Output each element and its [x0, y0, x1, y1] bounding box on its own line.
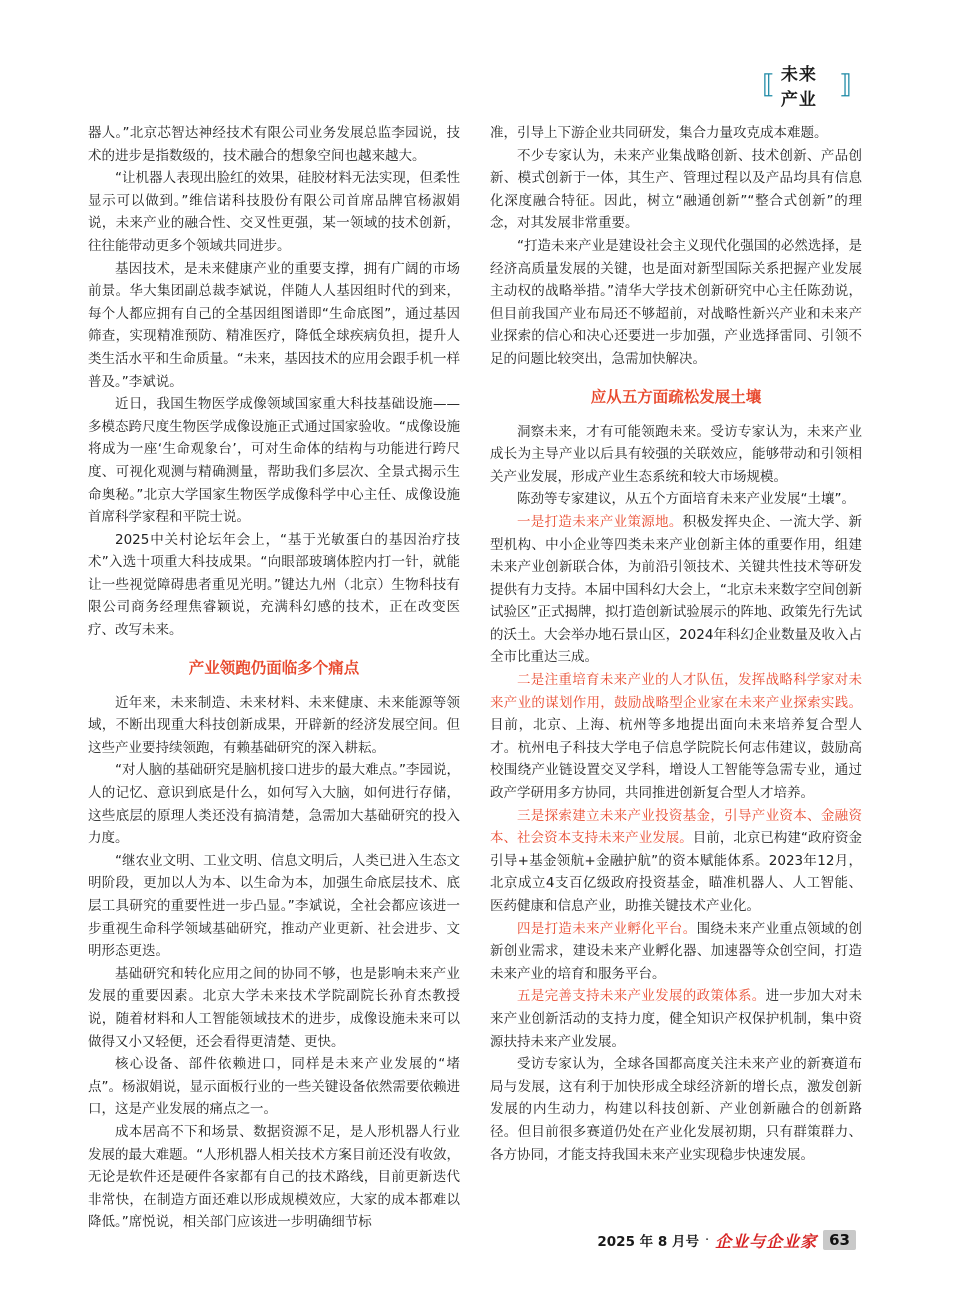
section-heading: 产业领跑仍面临多个痛点 [188, 658, 360, 677]
page-footer [597, 1228, 856, 1252]
paragraph: 基因技术，是未来健康产业的重要支撑，拥有广阔的市场前景。华大集团副总裁李斌说，伴随人人基因组时代的到来，每个人都应拥有自己的全基因组图谱即“生命底图”，通过基因筛查，实现精准预防、精准医疗，降低全球疾病负担，提升人类生活水平和生命质量。“未来，基因技术的应用会跟手机一样普及。”李斌说。 [88, 260, 460, 390]
highlight-text: 四是打造未来产业孵化平台。 [517, 920, 697, 937]
paragraph: 不少专家认为，未来产业集战略创新、技术创新、产品创新、模式创新于一体，其生产、管理过程以及产品均具有信息化深度融合特征。因此，树立“融通创新”“整合式创新”的理念，对其发展非常重要。 [490, 147, 862, 232]
highlight-text: 五是完善支持未来产业发展的政策体系。 [517, 988, 766, 1005]
magazine-logo: 企业与企业家 [715, 1231, 818, 1251]
paragraph: 基础研究和转化应用之间的协同不够，也是影响未来产业发展的重要因素。北京大学未来技术学院副院长孙育杰教授说，随着材料和人工智能领域技术的进步，成像设施未来可以做得又小又轻便，还会看得更清楚、更快。 [88, 965, 460, 1050]
paragraph: 洞察未来，才有可能领跑未来。受访专家认为，未来产业成长为主导产业以后具有较强的关联效应，能够带动和引领相关产业发展，形成产业生态系统和较大市场规模。 [490, 423, 862, 485]
paragraph [490, 918, 862, 986]
paragraph: 陈劲等专家建议，从五个方面培育未来产业发展“土壤”。 [517, 491, 855, 508]
paragraph: “继农业文明、工业文明、信息文明后，人类已进入生态文明阶段，更加以人为本、以生命为本，加强生命底层技术、底层工具研究的重要性进一步凸显。”李斌说，全社会都应该进一步重视生命科学领域基础研究，推动产业更新、社会进步、文明形态更迭。 [88, 852, 460, 960]
section-heading: 应从五方面疏松发展土壤 [590, 387, 762, 406]
page-number: 63 [823, 1230, 856, 1250]
body-text: 围绕未来产业重点领域的创新创业需求，建设未来产业孵化器、加速器等众创空间，打造未来产业的培育和服务平台。 [490, 920, 862, 982]
paragraph: 2025中关村论坛年会上，“基于光敏蛋白的基因治疗技术”入选十项重大科技成果。“向眼部玻璃体腔内打一针，就能让一些视觉障碍患者重见光明。”键达九州（北京）生物科技有限公司商务经理焦睿颖说，充满科幻感的技术，正在改变医疗、改写未来。 [88, 531, 460, 639]
paragraph [490, 669, 862, 805]
left-bracket-icon: ⟦ [762, 70, 775, 100]
section-tag [762, 65, 852, 110]
paragraph: 准，引导上下游企业共同研发，集合力量攻克成本难题。 [490, 125, 828, 141]
issue-label: 2025 年 8 月号 [597, 1234, 699, 1250]
body-text: 积极发挥央企、一流大学、新型机构、中小企业等四类未来产业创新主体的重要作用，组建未来产业创新联合体，为前沿引领技术、关键共性技术等研发提供有力支持。本届中国科幻大会上，“北京未来数字空间创新试验区”正式揭牌，拟打造创新试验展示的阵地、政策先行先试的沃土。大会举办地石景山区，2024年科幻企业数量及收入占全市比重达三成。 [490, 513, 862, 666]
highlight-text: 一是打造未来产业策源地。 [517, 513, 683, 530]
body-text: 目前，北京、上海、杭州等多地提出面向未来培养复合型人才。杭州电子科技大学电子信息学院院长何志伟建议，鼓励高校围绕产业链设置交叉学科，增设人工智能等急需专业，通过政产学研用多方协同，共同推进创新复合型人才培养。 [490, 717, 862, 802]
left-column [88, 122, 460, 1234]
paragraph: “打造未来产业是建设社会主义现代化强国的必然选择，是经济高质量发展的关键，也是面对新型国际关系把握产业发展主动权的战略举措。”清华大学技术创新研究中心主任陈劲说，但目前我国产业布局还不够超前，对战略性新兴产业和未来产业探索的信心和决心还要进一步加强，产业选择雷同、引领不足的问题比较突出，急需加快解决。 [490, 237, 862, 367]
paragraph: 近日，我国生物医学成像领域国家重大科技基础设施——多模态跨尺度生物医学成像设施正式通过国家验收。“成像设施将成为一座‘生命观象台’，可对生命体的结构与功能进行跨尺度、可视化观测与精确测量，帮助我们多层次、全景式揭示生命奥秘。”北京大学国家生物医学成像科学中心主任、成像设施首席科学家程和平院士说。 [88, 396, 460, 526]
paragraph [490, 985, 862, 1053]
section-tag-text: 未来产业 [780, 65, 817, 110]
paragraph: 器人。”北京芯智达神经技术有限公司业务发展总监李园说，技术的进步是指数级的，技术融合的想象空间也越来越大。 [88, 125, 460, 164]
paragraph: 受访专家认为，全球各国都高度关注未来产业的新赛道布局与发展，这有利于加快形成全球经济新的增长点，激发创新发展的内生动力，构建以科技创新、产业创新融合的创新路径。但目前很多赛道仍处在产业化发展初期，只有群策群力、各方协同，才能支持我国未来产业实现稳步快速发展。 [490, 1056, 862, 1163]
paragraph: 成本居高不下和场景、数据资源不足，是人形机器人行业发展的最大难题。“人形机器人相关技术方案目前还没有收敛，无论是软件还是硬件各家都有自己的技术路线，目前更新迭代非常快，在制造方面还难以形成规模效应，大家的成本都难以降低。”席悦说，相关部门应该进一步明确细节标 [88, 1123, 460, 1231]
right-bracket-icon: ⟧ [839, 70, 852, 100]
paragraph: “对人脑的基础研究是脑机接口进步的最大难点。”李园说，人的记忆、意识到底是什么，如何写入大脑，如何进行存储，这些底层的原理人类还没有搞清楚，急需加大基础研究的投入力度。 [88, 762, 460, 847]
paragraph [490, 805, 862, 918]
body-text: 进一步加大对未来产业创新活动的支持力度，健全知识产权保护机制，集中资源扶持未来产业发展。 [490, 988, 862, 1050]
paragraph: 近年来，未来制造、未来材料、未来健康、未来能源等领域，不断出现重大科技创新成果，开辟新的经济发展空间。但这些产业要持续领跑，有赖基础研究的深入耕耘。 [88, 694, 460, 756]
right-column [490, 122, 862, 1166]
paragraph: 核心设备、部件依赖进口，同样是未来产业发展的“堵点”。杨淑娟说，显示面板行业的一些关键设备依然需要依赖进口，这是产业发展的痛点之一。 [88, 1056, 460, 1118]
highlight-text: 二是注重培育未来产业的人才队伍，发挥战略科学家对未来产业的谋划作用，鼓励战略型企业家在未来产业探索实践。 [490, 672, 862, 711]
separator-dot: · [704, 1232, 710, 1248]
highlight-text: 三是探索建立未来产业投资基金，引导产业资本、金融资本、社会资本支持未来产业发展。 [490, 807, 862, 847]
paragraph [490, 511, 862, 669]
paragraph: “让机器人表现出脸红的效果，硅胶材料无法实现，但柔性显示可以做到。”维信诺科技股份有限公司首席品牌官杨淑娟说，未来产业的融合性、交叉性更强，某一领域的技术创新，往往能带动更多个领域共同进步。 [88, 170, 460, 254]
body-text: 目前，北京已构建“政府资金引导+基金领航+金融护航”的资本赋能体系。2023年12月，北京成立4支百亿级政府投资基金，瞄准机器人、人工智能、医药健康和信息产业，助推关键技术产业化。 [490, 830, 862, 914]
